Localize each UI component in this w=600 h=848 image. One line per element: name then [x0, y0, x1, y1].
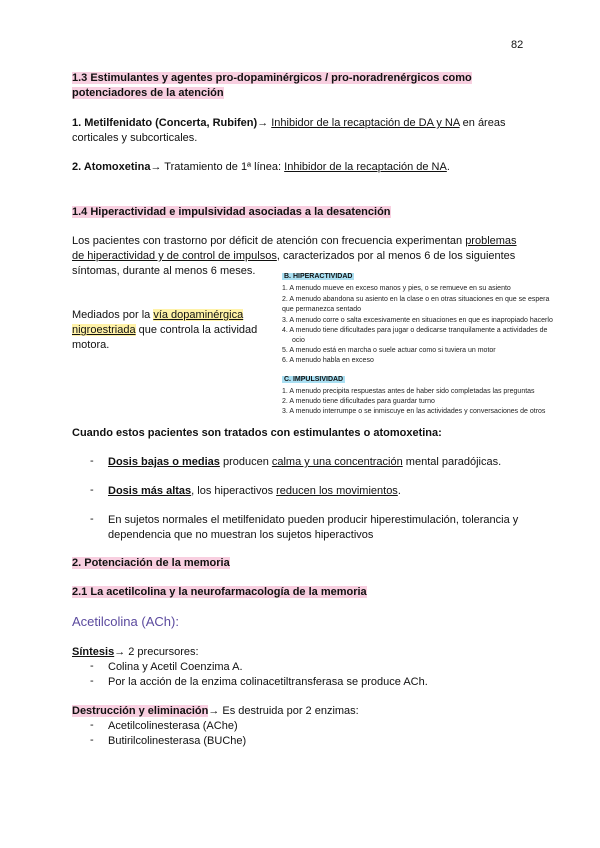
- page-number: 82: [511, 39, 524, 51]
- p1-line2: [72, 249, 515, 263]
- text: mental paradójicas.: [402, 456, 502, 468]
- bold-highlight: Destrucción y eliminación: [72, 705, 209, 717]
- item-bold: 2. Atomoxetina: [72, 161, 151, 173]
- text: , los hiperactivos: [191, 485, 277, 497]
- bullet-normal-line1: En sujetos normales el metilfenidato pueden producir hiperestimulación, tolerancia y: [108, 514, 519, 526]
- highlighted-text: vía dopaminérgica: [153, 309, 244, 321]
- underlined-text: Inhibidor de la recaptación de DA y NA: [271, 117, 460, 129]
- title-line-1: 1.3 Estimulantes y agentes pro-dopaminérgicos / pro-noradrenérgicos como: [72, 72, 472, 84]
- p2-line3: motora.: [72, 339, 110, 351]
- p2-line1: [72, 308, 243, 322]
- hyper-item: 2. A menudo abandona su asiento en la clase o en otras situaciones en que se espera: [282, 296, 550, 303]
- text: en áreas: [459, 117, 506, 129]
- hyper-item: 3. A menudo corre o salta excesivamente en situaciones en que es inapropiado hacerlo: [282, 317, 553, 324]
- text: → 2 precursores:: [114, 646, 199, 658]
- title-line-2: potenciadores de la atención: [72, 87, 224, 99]
- impuls-item: 3. A menudo interrumpe o se inmiscuye en las actividades y conversaciones de otros: [282, 408, 546, 415]
- underlined-text: problemas: [465, 235, 517, 247]
- item-metilfenidato-line2: corticales y subcorticales.: [72, 132, 198, 144]
- text: Mediados por la: [72, 309, 154, 321]
- synthesis-item: Colina y Acetil Coenzima A.: [108, 661, 243, 673]
- item-atomoxetina: [72, 160, 450, 174]
- hyper-item: 4. A menudo tiene dificultades para jugar o dedicarse tranquilamente a actividades de: [282, 327, 548, 334]
- destruction-line: [72, 704, 359, 718]
- dash: -: [90, 455, 94, 467]
- bold-underlined: Síntesis: [72, 646, 115, 658]
- destruction-item: Butirilcolinesterasa (BUChe): [108, 735, 247, 747]
- p1-line1: [72, 234, 517, 248]
- section-1-3-title-2: [72, 86, 224, 100]
- dash: -: [90, 660, 94, 672]
- hyper-item: que permanezca sentado: [282, 306, 361, 313]
- title-text: 1.4 Hiperactividad e impulsividad asociadas a la desatención: [72, 206, 391, 218]
- arrow: →: [257, 117, 272, 129]
- section-2-title: [72, 556, 230, 570]
- hyper-item: 1. A menudo mueve en exceso manos y pies, o se remueve en su asiento: [282, 285, 511, 292]
- hyper-item: 6. A menudo habla en exceso: [282, 357, 374, 364]
- text: .: [446, 161, 450, 173]
- text: Los pacientes con trastorno por déficit de atención con frecuencia experimentan: [72, 235, 466, 247]
- synthesis-line: [72, 645, 199, 659]
- hyper-item: ocio: [292, 337, 305, 344]
- dash: -: [90, 513, 94, 525]
- section-2-1-title: [72, 585, 367, 599]
- impuls-item: 1. A menudo precipita respuestas antes de haber sido completadas las preguntas: [282, 388, 535, 395]
- synthesis-item: Por la acción de la enzima colinacetiltransferasa se produce ACh.: [108, 676, 428, 688]
- underlined-text: Inhibidor de la recaptación de NA: [284, 161, 447, 173]
- underlined-text: de hiperactividad y de control de impulsos: [72, 250, 277, 262]
- destruction-item: Acetilcolinesterasa (AChe): [108, 720, 238, 732]
- text: .: [397, 485, 401, 497]
- title-text: 2. Potenciación de la memoria: [72, 557, 230, 569]
- p2-line2: [72, 323, 257, 337]
- impulsivity-title: C. IMPULSIVIDAD: [284, 376, 344, 383]
- section-1-3-title: [72, 71, 472, 85]
- underlined-text: calma y una concentración: [271, 456, 403, 468]
- dash: -: [90, 484, 94, 496]
- text: , caracterizados por al menos 6 de los siguientes: [276, 250, 516, 262]
- text: que controla la actividad: [135, 324, 258, 336]
- bullet-low-dose: [108, 455, 501, 469]
- p1-line3: síntomas, durante al menos 6 meses.: [72, 265, 256, 277]
- dash: -: [90, 719, 94, 731]
- title-text: 2.1 La acetilcolina y la neurofarmacología de la memoria: [72, 586, 367, 598]
- treated-heading: Cuando estos pacientes son tratados con estimulantes o atomoxetina:: [72, 427, 442, 439]
- impuls-item: 2. A menudo tiene dificultades para guardar turno: [282, 398, 435, 405]
- item-bold: 1. Metilfenidato (Concerta, Rubifen): [72, 117, 258, 129]
- text: → Es destruida por 2 enzimas:: [208, 705, 359, 717]
- bullet-high-dose: [108, 484, 401, 498]
- text: producen: [219, 456, 272, 468]
- bold-underlined: Dosis bajas o medias: [108, 456, 220, 468]
- ach-heading: Acetilcolina (ACh):: [72, 614, 179, 629]
- dash: -: [90, 675, 94, 687]
- hyperactivity-title: B. HIPERACTIVIDAD: [284, 273, 353, 280]
- highlighted-text: nigroestriada: [72, 324, 136, 336]
- dash: -: [90, 734, 94, 746]
- bullet-normal-line2: dependencia que no muestran los sujetos hiperactivos: [108, 529, 374, 541]
- item-metilfenidato: [72, 116, 505, 130]
- bold-underlined: Dosis más altas: [108, 485, 192, 497]
- arrow: → Tratamiento de 1ª línea:: [150, 161, 285, 173]
- hyper-item: 5. A menudo está en marcha o suele actuar como si tuviera un motor: [282, 347, 496, 354]
- underlined-text: reducen los movimientos: [276, 485, 398, 497]
- section-1-4-title: [72, 205, 391, 219]
